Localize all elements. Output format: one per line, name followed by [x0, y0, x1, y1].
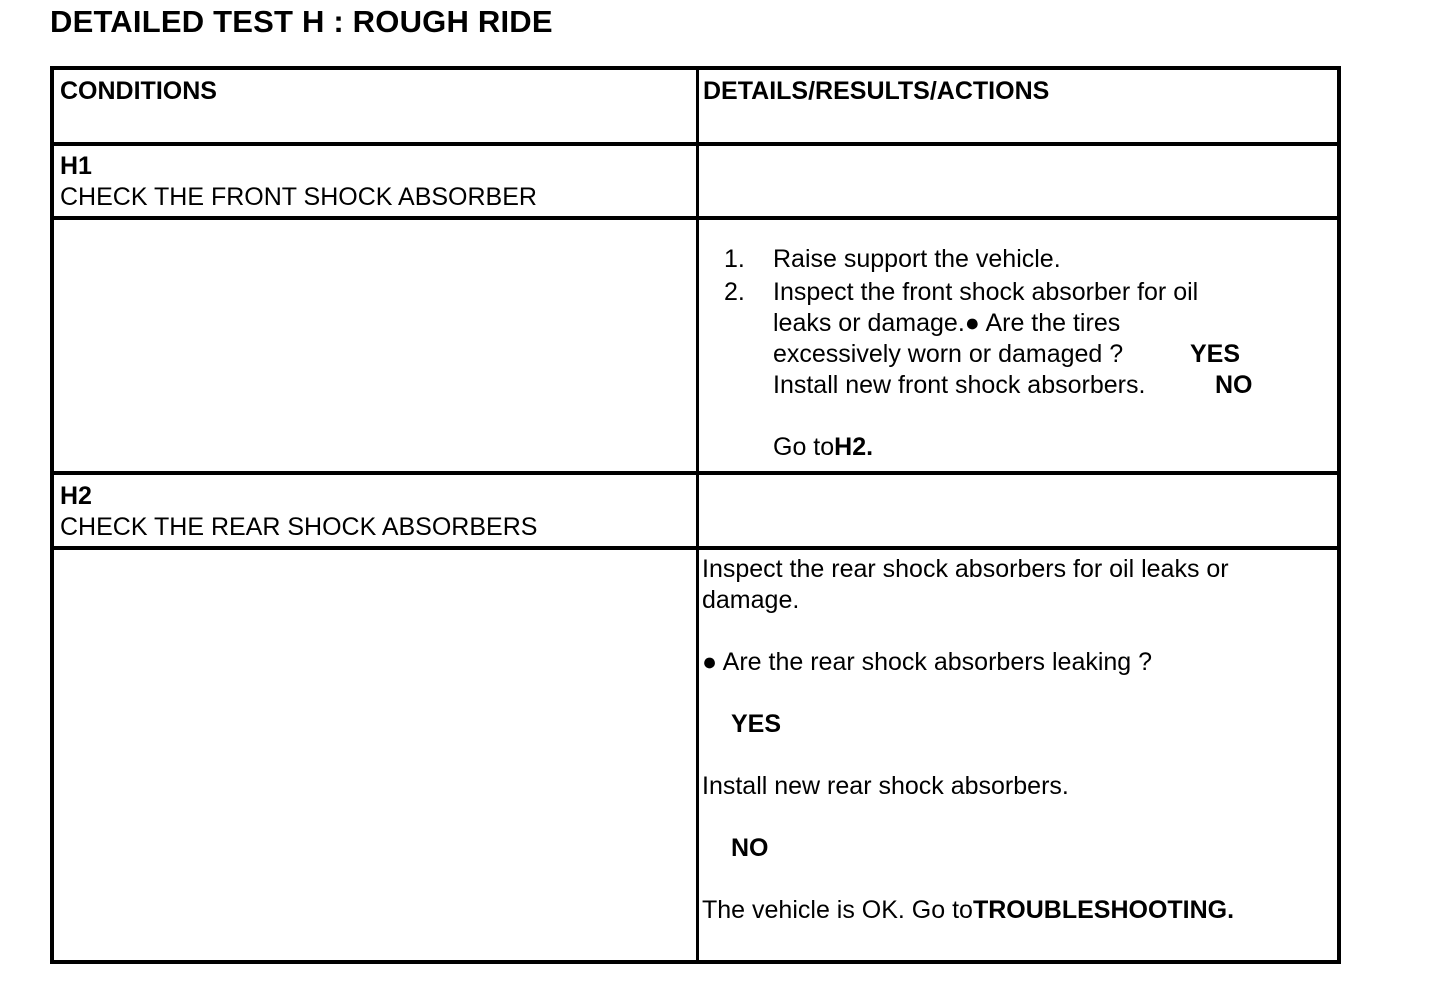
row-divider-h2-heading [54, 546, 1337, 550]
h2-inspect-line1: Inspect the rear shock absorbers for oil leaks or [702, 555, 1229, 583]
h2-yes-label: YES [731, 710, 782, 738]
header-details: DETAILS/RESULTS/ACTIONS [703, 77, 1050, 105]
row-divider-header [54, 142, 1337, 146]
h1-yes-label: YES [1190, 340, 1241, 368]
diagnostic-table [50, 66, 1341, 964]
h2-no-target-link[interactable]: TROUBLESHOOTING. [972, 896, 1235, 924]
h2-no-action [702, 895, 1234, 926]
h2-no-prefix: The vehicle is OK. Go to [702, 896, 973, 924]
h1-step2-line3: excessively worn or damaged ? [773, 340, 1124, 368]
h2-question: ● Are the rear shock absorbers leaking ? [702, 648, 1153, 676]
row-divider-h1-body [54, 471, 1337, 475]
h1-no-action [773, 432, 873, 463]
h2-inspect-line2: damage. [702, 586, 800, 614]
h1-step1-text: Raise support the vehicle. [773, 245, 1061, 273]
h1-step1-number: 1. [724, 245, 745, 273]
h1-no-label: NO [1215, 371, 1253, 399]
page-title: DETAILED TEST H : ROUGH RIDE [50, 4, 553, 39]
h2-code: H2 [60, 482, 92, 510]
row-divider-h1-heading [54, 216, 1337, 220]
h1-no-prefix: Go to [773, 433, 835, 461]
h1-no-target-link[interactable]: H2. [834, 433, 874, 461]
header-conditions: CONDITIONS [60, 77, 217, 105]
h1-heading: CHECK THE FRONT SHOCK ABSORBER [60, 183, 537, 211]
h2-heading: CHECK THE REAR SHOCK ABSORBERS [60, 513, 538, 541]
h1-yes-action: Install new front shock absorbers. [773, 371, 1146, 399]
h1-step2-number: 2. [724, 278, 745, 306]
h1-code: H1 [60, 152, 92, 180]
h2-no-label: NO [731, 834, 769, 862]
h2-yes-action: Install new rear shock absorbers. [702, 772, 1069, 800]
column-divider [696, 70, 699, 960]
h1-step2-line2: leaks or damage.● Are the tires [773, 309, 1121, 337]
h1-step2-line1: Inspect the front shock absorber for oil [773, 278, 1199, 306]
